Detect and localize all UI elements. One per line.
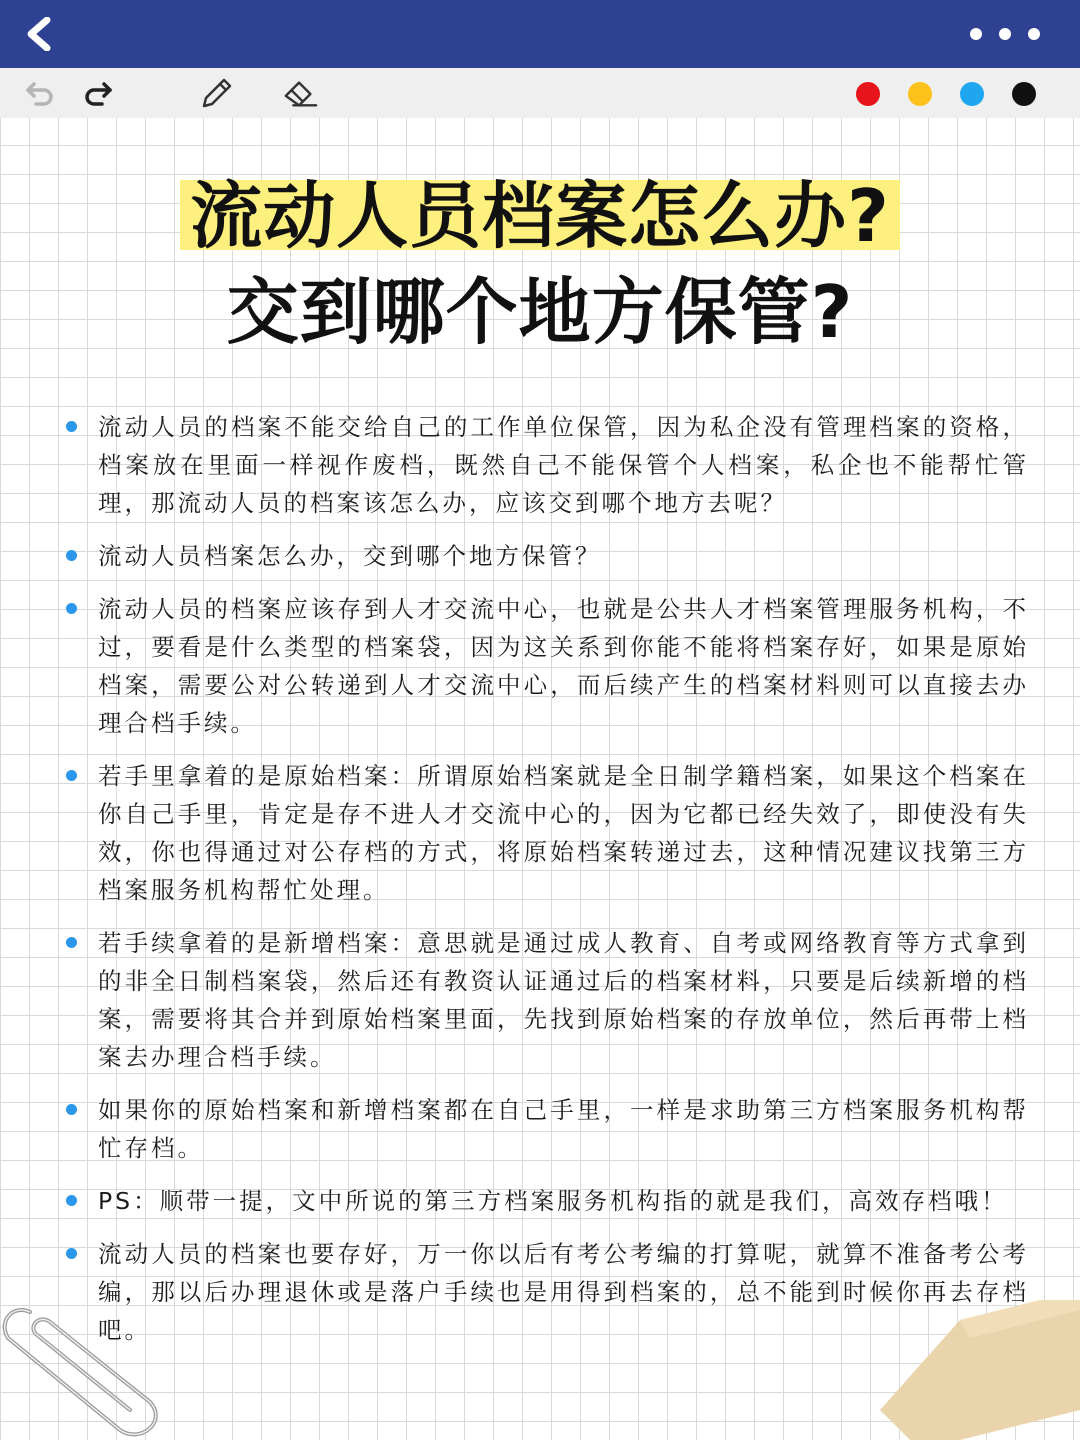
more-options-button[interactable] xyxy=(970,22,1040,46)
list-item-text: 若手续拿着的是新增档案：意思就是通过成人教育、自考或网络教育等方式拿到的非全日制档案袋，然后还有教资认证通过后的档案材料，只要是后续新增的档案，需要将其合并到原始档案里面，先找到原始档案的存放单位，然后再带上档案去办理合档手续。 xyxy=(98,929,1029,1071)
title-line-1-text: 流动人员档案怎么办? xyxy=(190,174,890,258)
list-item xyxy=(64,537,1029,575)
undo-button[interactable] xyxy=(22,76,58,112)
undo-icon xyxy=(24,80,56,108)
bullet-dot-icon xyxy=(66,603,77,614)
list-item-text: 如果你的原始档案和新增档案都在自己手里，一样是求助第三方档案服务机构帮忙存档。 xyxy=(98,1096,1029,1162)
list-item-text: 流动人员的档案也要存好，万一你以后有考公考编的打算呢，就算不准备考公考编，那以后办理退休或是落户手续也是用得到档案的，总不能到时候你再去存档吧。 xyxy=(98,1240,1029,1344)
redo-icon xyxy=(82,80,114,108)
back-button[interactable] xyxy=(18,14,58,54)
list-item xyxy=(64,1091,1029,1167)
list-item xyxy=(64,408,1029,522)
bullet-dot-icon xyxy=(66,937,77,948)
bullet-dot-icon xyxy=(66,1248,77,1259)
color-yellow-swatch[interactable] xyxy=(908,82,932,106)
bullet-dot-icon xyxy=(66,1104,77,1115)
list-item-text: 若手里拿着的是原始档案：所谓原始档案就是全日制学籍档案，如果这个档案在你自己手里，肯定是存不进人才交流中心的，因为它都已经失效了，即使没有失效，你也得通过对公存档的方式，将原始档案转递过去，这种情况建议找第三方档案服务机构帮忙处理。 xyxy=(98,762,1029,904)
color-blue-swatch[interactable] xyxy=(960,82,984,106)
pencil-icon xyxy=(198,76,234,112)
color-black-swatch[interactable] xyxy=(1012,82,1036,106)
bullet-dot-icon xyxy=(66,550,77,561)
bullet-dot-icon xyxy=(66,770,77,781)
bullet-dot-icon xyxy=(66,421,77,432)
page-title xyxy=(0,168,1080,360)
list-item xyxy=(64,1182,1029,1220)
list-item-text: 流动人员的档案不能交给自己的工作单位保管，因为私企没有管理档案的资格，档案放在里面一样视作废档，既然自己不能保管个人档案，私企也不能帮忙管理，那流动人员的档案该怎么办，应该交到哪个地方去呢？ xyxy=(98,413,1029,517)
title-line-1 xyxy=(180,168,900,264)
top-bar xyxy=(0,0,1080,68)
masking-tape-icon xyxy=(880,1300,1080,1440)
redo-button[interactable] xyxy=(80,76,116,112)
drawing-toolbar xyxy=(0,68,1080,118)
pencil-tool-button[interactable] xyxy=(198,76,234,112)
color-red-swatch[interactable] xyxy=(856,82,880,106)
paperclip-icon xyxy=(0,1300,190,1440)
bullet-dot-icon xyxy=(66,1195,77,1206)
ellipsis-icon xyxy=(1028,28,1040,40)
list-item xyxy=(64,924,1029,1076)
article-content xyxy=(64,408,1029,1364)
ellipsis-icon xyxy=(970,28,982,40)
chevron-left-icon xyxy=(23,17,53,51)
eraser-tool-button[interactable] xyxy=(282,76,318,112)
title-line-2: 交到哪个地方保管? xyxy=(226,270,854,354)
ellipsis-icon xyxy=(999,28,1011,40)
list-item-text: 流动人员档案怎么办，交到哪个地方保管？ xyxy=(98,542,602,570)
list-item xyxy=(64,757,1029,909)
list-item xyxy=(64,590,1029,742)
eraser-icon xyxy=(282,76,318,112)
list-item-text: 流动人员的档案应该存到人才交流中心，也就是公共人才档案管理服务机构，不过，要看是什么类型的档案袋，因为这关系到你能不能将档案存好，如果是原始档案，需要公对公转递到人才交流中心，而后续产生的档案材料则可以直接去办理合档手续。 xyxy=(98,595,1029,737)
list-item-text: PS：顺带一提，文中所说的第三方档案服务机构指的就是我们，高效存档哦！ xyxy=(98,1187,1008,1215)
